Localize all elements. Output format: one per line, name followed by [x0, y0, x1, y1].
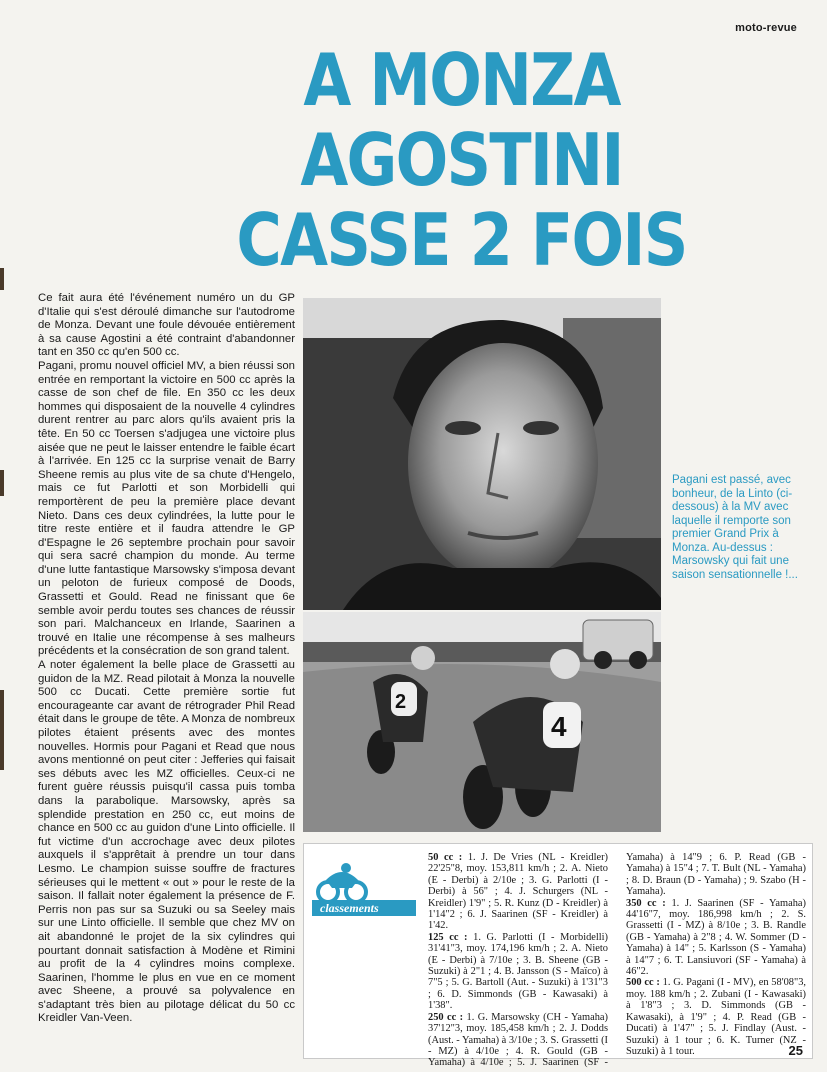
article-paragraph: A noter également la belle place de Grassetti au guidon de la MZ. Read pilotait à Monza la nouvelle 500 cc Ducati. Cette première sortie fut encourageante car avant de rétrograder Phil Read était dans le groupe de tête. A Monza de nombreux pilotes étaient présents avec des montes nouvelles. Hormis pour Pagani et Read que nous avons mentionné on peut citer : Jefferies qui faisait ses débuts avec les MZ officielles. Ceux-ci ne furent guère réussis puisqu'il cassa puis tomba dans la parabolique. Marsowsky, après sa splendide prestation en 250 cc, eut moins de chance en 500 cc au guidon d'une Linto officielle. Il fut victime d'un accrochage avec deux pilotes auxquels il s'apprêtait à prendre un tour dans Lesmo. Le champion suisse souffre de fractures sérieuses qui le mettent « out » pour le reste de la saison. Il fallait noter également la présence de F. Perris non pas sur sa Suzuki ou sa Seeley mais sur une Linto officielle. Il semble que chez MV on ait abandonné le projet de la six cylindres qui pourtant donnait satisfaction à Modène et Rimini au profit de la 4 cylindres moins complexe. Saarinen, l'homme le plus en vue en ce moment avec Sheene, a prouvé sa polyvalence en s'adaptant très bien au pilotage délicat du 50 cc Kreidler Van-Veen.: [38, 659, 295, 1025]
classements-results: [428, 852, 806, 1069]
page-number: 25: [788, 1043, 803, 1058]
race-image: [303, 612, 661, 832]
headline-line-2: AGOSTINI: [300, 118, 623, 202]
headline-line-1: A MONZA: [303, 38, 620, 122]
magazine-name: moto-revue: [735, 22, 797, 34]
article-paragraph: Ce fait aura été l'événement numéro un du GP d'Italie qui s'est déroulé dimanche sur l'autodrome de Monza. Devant une foule dévouée entièrement à sa cause Agostini a été contraint d'abandonner tant en 350 cc qu'en 500 cc.: [38, 292, 295, 359]
article-paragraph: Pagani, promu nouvel officiel MV, a bien réussi son entrée en remportant la victoire en 500 cc après la casse de son chef de file. En 350 cc les deux hommes qui disposaient de la nouvelle 4 cylindres durent rentrer au parc alors qu'ils avaient pris la tête. En 50 cc Toersen s'adjugea une victoire plus aisée que ne peut le laisser entendre le faible écart à l'arrivée. En 125 cc la surprise venait de Barry Sheene remis au plus vite de sa chute d'Hengelo, mais ce fut Parlotti et son Morbidelli qui remportèrent de peu la première place devant Nieto. Dans ces deux cylindrées, la lutte pour le titre reste entière et il faudra attendre le GP d'Espagne le 26 septembre prochain pour savoir qui sera sacré champion du monde. Au terme d'une lutte fantastique Marsowsky s'imposa devant un peloton de furieux composé de Doods, Grassetti et Gould. Read ne finissant que 6e semble avoir perdu toutes ses chances de réussir son pari. Malchanceux en Irlande, Saarinen a trouvé en Italie une récompense à ses malheurs précédents et la consécration de son grand talent.: [38, 359, 295, 658]
portrait-image: [303, 298, 661, 610]
classements-logo: [312, 862, 416, 918]
results-250cc: 250 cc : 1. G. Marsowsky (CH - Yamaha) 37'12"3, moy. 185,458 km/h ; 2. J. Dodds (Aust. - Yamaha) à 3/10e ; 3. S. Grassetti (I - MZ) à 4/10e ; 4. R. Gould (GB - Yamaha) à 4/10e ; 5. J. Saarinen (SF - Yamaha) à 14"9 ; 6. P. Read (GB - Yamaha) à 15"4 ; 7. T. Bult (NL - Yamaha) ; 8. D. Braun (D - Yamaha) ; 9. Szabo (H - Yamaha).: [428, 852, 806, 1069]
race-photo: [303, 612, 661, 832]
results-500cc: 500 cc : 1. G. Pagani (I - MV), en 58'08"3, moy. 188 km/h ; 2. Zubani (I - Kawasaki) à 1'8"3 ; 3. D. Simmonds (GB - Kawasaki), à 1'9" ; 4. P. Read (GB - Ducati) à 1'47" ; 5. J. Findlay (Aust. - Suzuki) à 1 tour ; 6. K. Turner (NZ - Suzuki) à 1 tour.: [626, 977, 806, 1057]
svg-text:4: 4: [551, 711, 567, 742]
results-50cc: 50 cc : 1. J. De Vries (NL - Kreidler) 22'25"8, moy. 153,811 km/h ; 2. A. Nieto (E - Derbi) à 2/10e ; 3. G. Parlotti (I - Derbi) à 56" ; 4. J. Schurgers (NL - Kreidler) 1'9" ; 5. R. Kunz (D - Kreidler) à 1'14"2 ; 6. J. Saarinen (SF - Kreidler) à 1'42.: [428, 852, 608, 932]
results-125cc: 125 cc : 1. G. Parlotti (I - Morbidelli) 31'41"3, moy. 174,196 km/h ; 2. A. Nieto (E - Derbi) à 7/10e ; 3. B. Sheene (GB - Suzuki) à 2"1 ; 4. B. Jansson (S - Maïco) à 7"5 ; 5. G. Bartoll (Aut. - Suzuki) à 1'31"3 ; 6. D. Simmonds (GB - Kawasaki) à 1'38".: [428, 931, 609, 1012]
headline-line-3: CASSE 2 FOIS: [236, 198, 687, 282]
portrait-photo: [303, 298, 661, 610]
results-350cc: 350 cc : 1. J. Saarinen (SF - Yamaha) 44'16"7, moy. 186,998 km/h ; 2. S. Grassetti (I - MZ) à 8/10e ; 3. B. Randle (GB - Yamaha) à 2"8 ; 4. W. Sommer (D - Yamaha) à 14" ; 5. Karlsson (S - Yamaha) à 14"7 ; 6. T. Lansiuvori (SF - Yamaha) à 46"2.: [626, 897, 806, 978]
classements-logo-text: classements: [320, 901, 379, 915]
article-body: [38, 292, 295, 1026]
svg-text:2: 2: [395, 691, 407, 713]
photo-caption: Pagani est passé, avec bonheur, de la Linto (ci-dessous) à la MV avec laquelle il remporte son premier Grand Prix à Monza. Au-dessus : Marsowsky qui fait une saison sensationnelle !...: [672, 474, 798, 581]
